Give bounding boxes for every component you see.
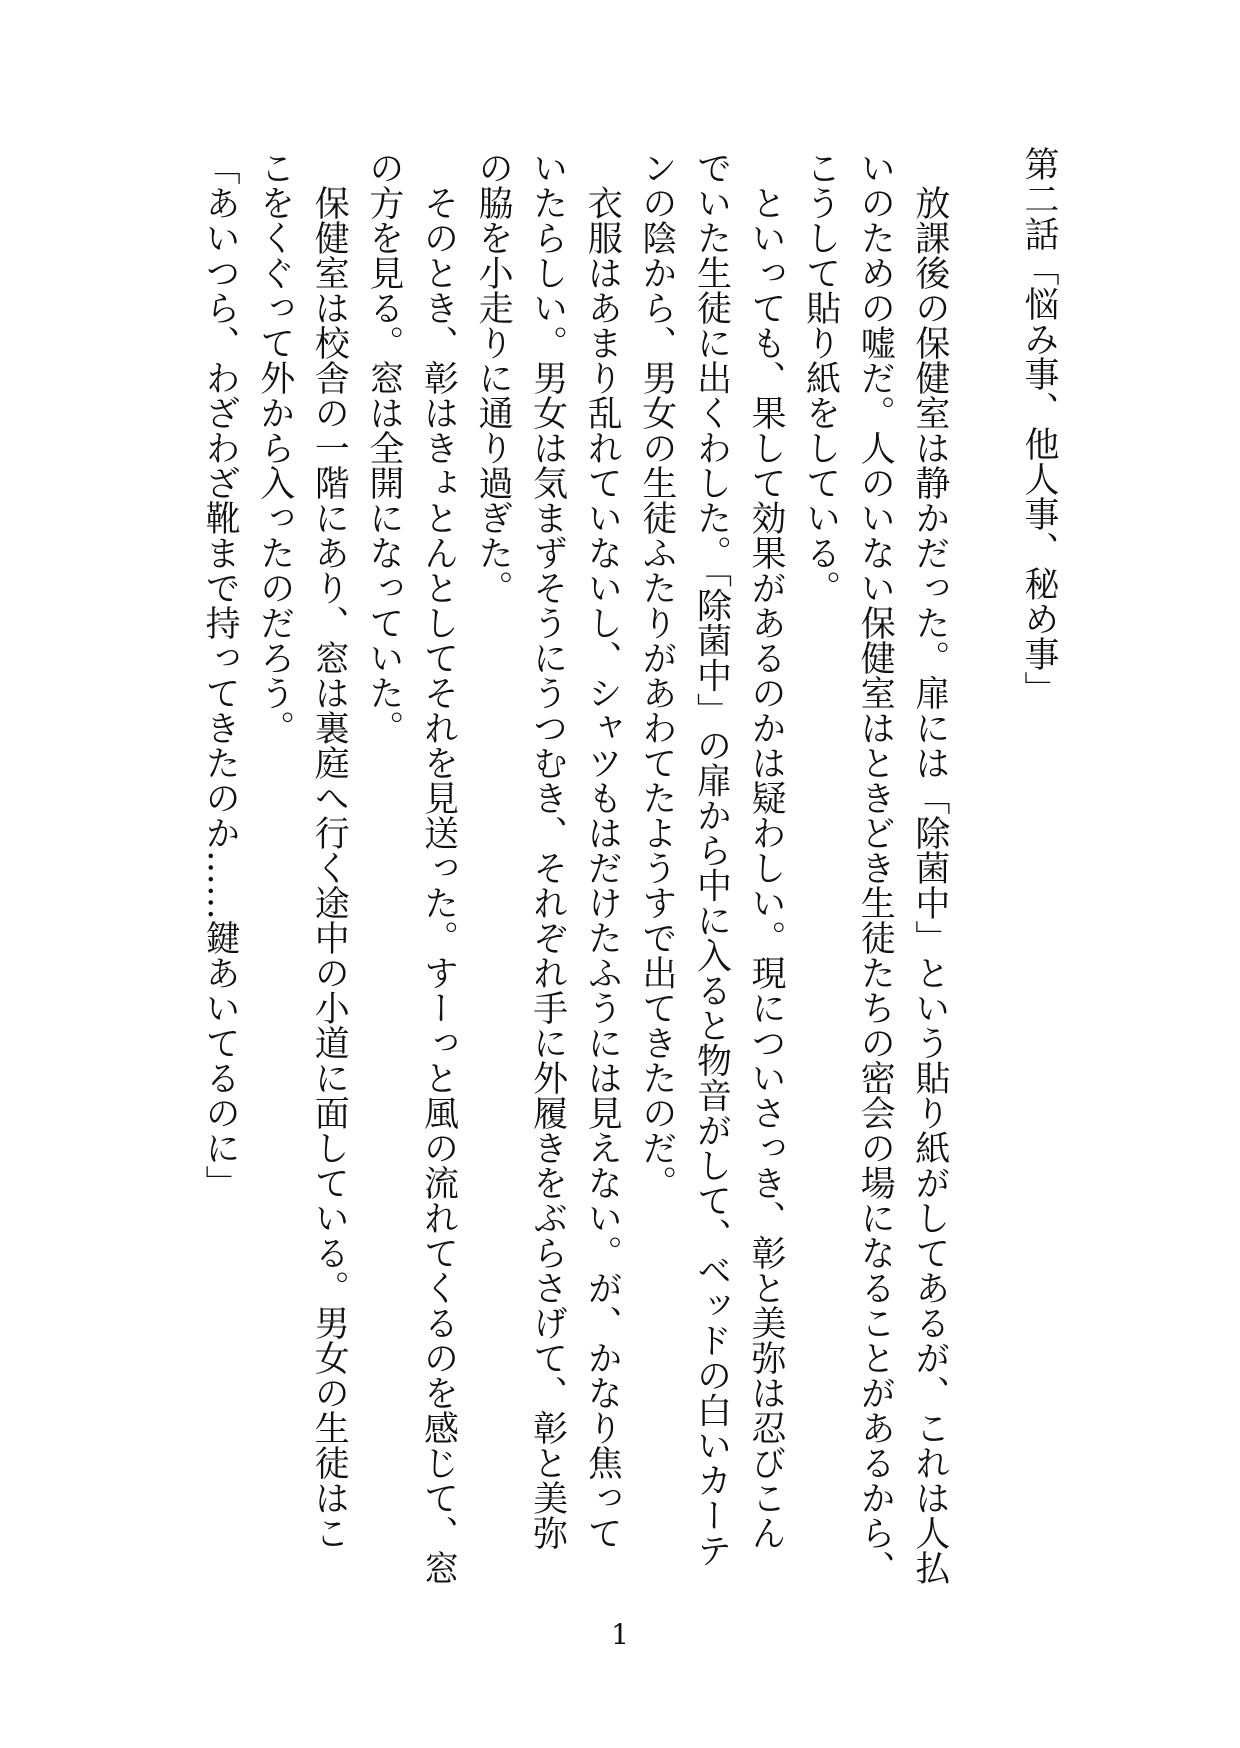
text-line: でいた生徒に出くわした。「除菌中」の扉から中に入ると物音がして、ベッドの白いカーテ xyxy=(691,150,732,1568)
chapter-title: 第二話「悩み事、他人事、秘め事」 xyxy=(1019,146,1059,706)
text-line: 保健室は校舎の一階にあり、窓は裏庭へ行く途中の小道に面している。男女の生徒はこ xyxy=(309,150,350,1550)
text-line: の脇を小走りに通り過ぎた。 xyxy=(473,150,514,605)
text-line: 衣服はあまり乱れていないし、シャツもはだけたふうには見えない。が、かなり焦って xyxy=(582,150,623,1550)
text-line: こをくぐって外から入ったのだろう。 xyxy=(254,150,295,745)
vertical-text-body xyxy=(193,146,1067,1590)
text-line: 「あいつら、わざわざ靴まで持ってきたのか……鍵あいてるのに」 xyxy=(200,150,241,1200)
text-line: 放課後の保健室は静かだった。扉には「除菌中」という貼り紙がしてあるが、これは人払 xyxy=(909,150,950,1585)
text-line: そのとき、彰はきょとんとしてそれを見送った。すーっと風の流れてくるのを感じて、窓 xyxy=(418,150,459,1585)
text-line: の方を見る。窓は全開になっていた。 xyxy=(363,150,404,745)
text-line: ンの陰から、男女の生徒ふたりがあわてたようすで出てきたのだ。 xyxy=(636,150,677,1200)
text-line: いのための嘘だ。人のいない保健室はときどき生徒たちの密会の場になることがあるから、 xyxy=(855,150,896,1585)
text-line: といっても、果して効果があるのかは疑わしい。現についさっき、彰と美弥は忍びこん xyxy=(746,150,787,1550)
page-number: 1 xyxy=(611,1618,629,1651)
text-line: こうして貼り紙をしている。 xyxy=(800,150,841,605)
blank-line xyxy=(957,150,1012,1590)
text-line: いたらしい。男女は気まずそうにうつむき、それぞれ手に外履きをぶらさげて、彰と美弥 xyxy=(527,150,568,1550)
